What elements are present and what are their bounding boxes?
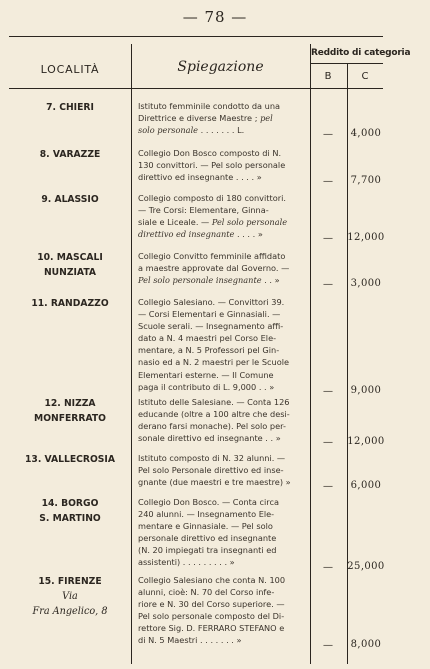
row-description <box>138 574 306 647</box>
description-line: direttivo ed insegnante . . . . » <box>138 229 263 240</box>
description-line: Collegio Salesiano che conta N. 100 <box>138 575 286 585</box>
row-description <box>138 452 306 488</box>
description-line: 130 convittori. — Pel solo personale <box>138 160 286 171</box>
description-line: solo personale . . . . . . . L. <box>138 125 245 136</box>
row-description <box>138 296 306 393</box>
row-description <box>138 100 306 136</box>
location-line: 15. FIRENZE <box>38 576 102 587</box>
description-line: sonale direttivo ed insegnante . . » <box>138 433 281 444</box>
page-number: — 78 — <box>182 8 248 26</box>
row-location <box>14 396 126 426</box>
divider-b <box>347 63 348 664</box>
description-line: di N. 5 Maestri . . . . . . . » <box>138 635 242 646</box>
value-b: — <box>323 481 333 493</box>
value-b: — <box>323 129 333 141</box>
description-line: Istituto femminile condotto da una <box>138 101 281 111</box>
location-line: 12. NIZZA <box>44 398 96 409</box>
location-line: 14. BORGO <box>41 498 99 509</box>
row-location <box>14 100 126 115</box>
value-c: 8,000 <box>350 638 382 650</box>
description-line: derano farsi monache). Pel solo per- <box>138 421 286 432</box>
table-header <box>9 44 411 89</box>
location-line: NUNZIATA <box>43 267 97 278</box>
description-line: Istituto delle Salesiane. — Conta 126 <box>138 397 290 407</box>
description-line: a maestre approvate dal Governo. — <box>138 263 290 274</box>
location-line: 8. VARAZZE <box>39 149 101 160</box>
description-line: Pel solo personale composto del Di- <box>138 611 285 622</box>
value-c: 3,000 <box>350 278 382 290</box>
value-b: — <box>323 437 333 449</box>
location-line: S. MARTINO <box>39 513 101 524</box>
value-b: — <box>323 639 333 651</box>
description-line: assistenti) . . . . . . . . . » <box>138 557 235 568</box>
description-line: educande (oltre a 100 altre che desi- <box>138 409 290 420</box>
description-line: mentare e Ginnasiale. — Pel solo <box>138 521 273 532</box>
row-location <box>14 296 126 311</box>
row-description <box>138 192 306 240</box>
value-c: 7,700 <box>350 175 382 187</box>
row-description <box>138 496 306 569</box>
location-line: 13. VALLECROSIA <box>25 454 115 465</box>
row-location <box>14 496 126 526</box>
value-b: — <box>323 233 333 245</box>
description-line: direttivo ed insegnante . . . . » <box>138 172 262 183</box>
value-c: 9,000 <box>350 384 382 396</box>
row-description <box>138 396 306 444</box>
description-line: Direttrice e diverse Maestre ; pel <box>138 113 273 124</box>
value-b: — <box>323 385 333 397</box>
description-line: 240 alunni. — Insegnamento Ele- <box>138 509 275 520</box>
location-subtitle: Fra Angelico, 8 <box>32 605 108 617</box>
location-subtitle: Via <box>62 590 78 602</box>
header-spiegazione: Spiegazione <box>177 59 264 75</box>
description-line: nasio ed a N. 2 maestri per le Scuole <box>138 357 290 368</box>
header-reddito: Reddito di categoria <box>311 48 411 58</box>
location-line: 9. ALASSIO <box>41 194 99 205</box>
description-line: siale e Liceale. — Pel solo personale <box>138 217 288 228</box>
description-line: Pel solo Personale direttivo ed inse- <box>138 465 284 476</box>
row-location <box>14 452 126 467</box>
row-description <box>138 250 306 286</box>
description-line: Collegio Convitto femminile affidato <box>138 251 286 261</box>
description-line: Collegio Don Bosco. — Conta circa <box>138 497 279 507</box>
description-line: Collegio Don Bosco composto di N. <box>138 148 282 158</box>
row-location <box>14 192 126 207</box>
location-line: 7. CHIERI <box>46 102 94 113</box>
description-line: rettore Sig. D. FERRARO STEFANO e <box>138 623 285 634</box>
value-b: — <box>323 176 333 188</box>
row-location <box>14 250 126 280</box>
location-line: MONFERRATO <box>34 413 106 424</box>
description-line: dato a N. 4 maestri pel Corso Ele- <box>138 333 277 344</box>
description-line: — Corsi Elementari e Ginnasiali. — <box>138 309 281 320</box>
description-line: Collegio composto di 180 convittori. <box>138 193 286 203</box>
description-line: mentare, a N. 5 Professori pel Gin- <box>138 345 280 356</box>
divider-loc <box>131 44 132 664</box>
location-line: 10. MASCALI <box>37 252 103 263</box>
row-description <box>138 147 306 183</box>
description-line: alunni, cioè: N. 70 del Corso infe- <box>138 587 275 598</box>
header-localita: LOCALITÀ <box>40 63 100 76</box>
description-line: (N. 20 impiegati tra insegnanti ed <box>138 545 277 556</box>
description-line: riore e N. 30 del Corso superiore. — <box>138 599 285 610</box>
description-line: gnante (due maestri e tre maestre) » <box>138 477 291 488</box>
value-c: 4,000 <box>350 128 382 140</box>
value-c: 6,000 <box>350 480 382 492</box>
value-b: — <box>323 561 333 573</box>
description-line: Istituto composto di N. 32 alunni. — <box>138 453 286 463</box>
description-line: — Tre Corsi: Elementare, Ginna- <box>138 205 269 216</box>
description-line: Elementari esterne. — Il Comune <box>138 369 274 380</box>
header-col-c: C <box>361 71 369 82</box>
header-col-b: B <box>324 71 332 82</box>
location-line: 11. RANDAZZO <box>31 298 109 309</box>
description-line: personale direttivo ed insegnante <box>138 533 277 544</box>
value-c: 12,000 <box>347 232 385 244</box>
top-rule <box>9 36 383 37</box>
description-line: Pel solo personale insegnante . . » <box>138 275 280 286</box>
description-line: Collegio Salesiano. — Convittori 39. <box>138 297 285 307</box>
value-b: — <box>323 279 333 291</box>
value-c: 25,000 <box>347 560 385 572</box>
value-c: 12,000 <box>347 436 385 448</box>
row-location <box>14 574 126 619</box>
row-location <box>14 147 126 162</box>
description-line: Scuole serali. — Insegnamento affi- <box>138 321 284 332</box>
description-line: paga il contributo di L. 9,000 . . » <box>138 381 275 392</box>
